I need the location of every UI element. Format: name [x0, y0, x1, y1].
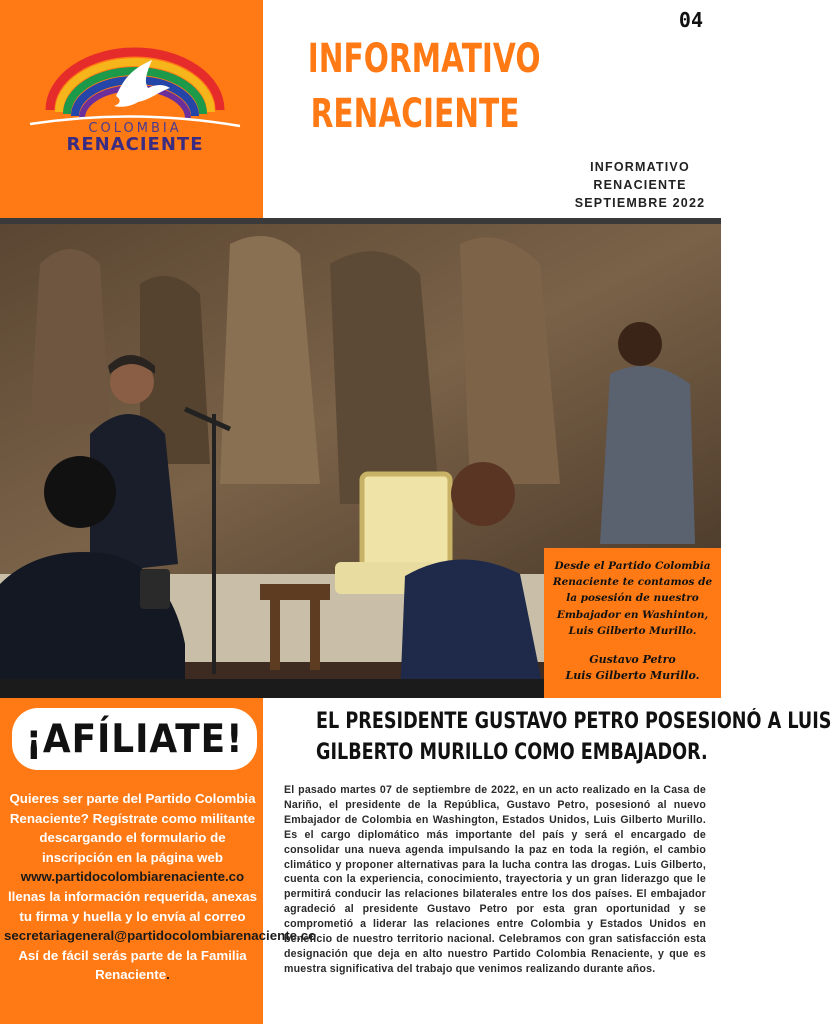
title-line-2: RENACIENTE [310, 91, 520, 137]
newsletter-title [307, 32, 541, 142]
edition-date: SEPTIEMBRE 2022 [574, 196, 706, 210]
photo-caption-box [544, 548, 721, 698]
photo-names [550, 652, 715, 684]
affiliate-text [4, 789, 317, 985]
headline-line-1: EL PRESIDENTE GUSTAVO PETRO POSESIONÓ A LUIS [316, 709, 831, 734]
article-body: El pasado martes 07 de septiembre de 2022, en un acto realizado en la Casa de Nariño, el presidente de la República, Gustavo Petro, posesionó al nuevo Embajador de Colombia en Washington, Estados Unidos, Luis Gilberto Murillo. Es el cargo diplomático más importante del país y será el encargado de consolidar una nueva agenda impulsando la paz en toda la región, el cambio climático y proponer alternativas para la lucha contra las drogas. Luis Gilberto, cuenta con la experiencia, conocimiento, trayectoria y un gran liderazgo que le permitirá conducir las relaciones bilaterales entre los dos países. El embajador agradeció al presidente Gustavo Petro por esta gran oportunidad y se comprometió a liderar las relaciones entre Colombia y Estados Unidos en beneficio de nuestro territorio nacional. Celebramos con gran satisfacción esta designación que deja en alto nuestro Partido Colombia Renaciente, y que es muestra significativa del trabajo que venimos realizando durante años. [284, 784, 706, 975]
affiliate-intro: Quieres ser parte del Partido Colombia Renaciente? Regístrate como militante descargando el formulario de inscripción en la página web [9, 791, 256, 865]
logo-text-colombia: COLOMBIA [88, 121, 182, 136]
edition-info [560, 158, 720, 212]
edition-line-1: INFORMATIVO [590, 160, 690, 174]
affiliate-instructions: llenas la información requerida, anexas tu firma y huella y lo envía al correo [7, 888, 258, 924]
website-link[interactable]: www.partidocolombiarenaciente.co [20, 869, 245, 885]
photo-caption: Desde el Partido Colombia Renaciente te contamos de la posesión de nuestro Embajador en Washinton, Luis Gilberto Murillo. [552, 560, 713, 637]
affiliate-title: ¡AFÍLIATE! [25, 717, 244, 762]
headline-line-2: GILBERTO MURILLO COMO EMBAJADOR. [316, 740, 708, 765]
page-number: 04 [678, 8, 703, 32]
rainbow-dove-icon [30, 48, 240, 128]
caption-name-petro: Gustavo Petro [589, 653, 676, 666]
affiliate-closing-period: . [166, 967, 170, 983]
edition-line-2: RENACIENTE [593, 178, 687, 192]
article-headline [316, 706, 831, 768]
caption-name-murillo: Luis Gilberto Murillo. [565, 669, 700, 682]
party-logo [30, 48, 240, 160]
affiliate-closing: Así de fácil serás parte de la Familia Renaciente [18, 947, 247, 983]
email-link[interactable]: secretariageneral@partidocolombiarenaciente.co [4, 928, 317, 944]
logo-text-renaciente: RENACIENTE [66, 134, 204, 155]
title-line-1: INFORMATIVO [307, 36, 541, 82]
